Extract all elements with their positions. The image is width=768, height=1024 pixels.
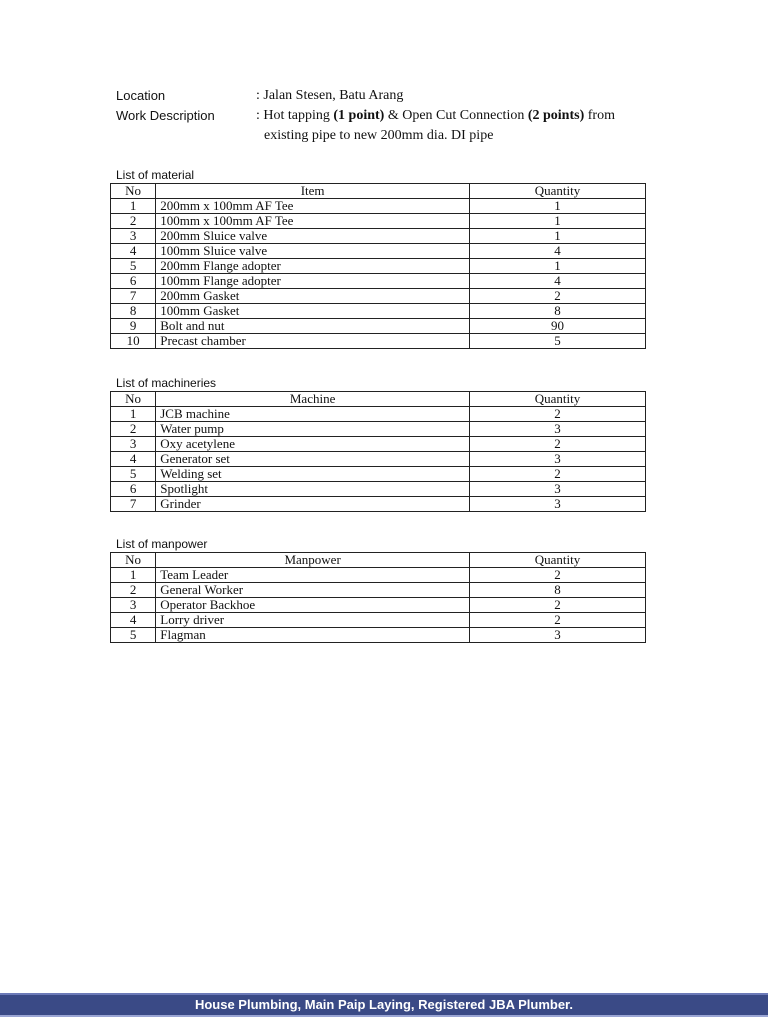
row-quantity: 4 [470, 274, 646, 289]
row-item: Flagman [156, 628, 470, 643]
work-description-label: Work Description [116, 108, 215, 123]
row-quantity: 3 [470, 497, 646, 512]
row-number: 7 [111, 289, 156, 304]
row-number: 9 [111, 319, 156, 334]
location-row [116, 86, 676, 106]
table-header-row [111, 392, 646, 407]
row-number: 3 [111, 598, 156, 613]
header-no: No [111, 184, 156, 199]
row-quantity: 8 [470, 304, 646, 319]
row-number: 5 [111, 467, 156, 482]
header-quantity: Quantity [470, 392, 646, 407]
table-row [111, 497, 646, 512]
row-item: 200mm Gasket [156, 289, 470, 304]
row-item: JCB machine [156, 407, 470, 422]
row-number: 6 [111, 274, 156, 289]
row-quantity: 8 [470, 583, 646, 598]
row-item: Precast chamber [156, 334, 470, 349]
table-row [111, 304, 646, 319]
row-quantity: 1 [470, 199, 646, 214]
row-number: 1 [111, 568, 156, 583]
row-number: 6 [111, 482, 156, 497]
row-number: 10 [111, 334, 156, 349]
table-row [111, 452, 646, 467]
table-row [111, 598, 646, 613]
location-value: : Jalan Stesen, Batu Arang [256, 88, 404, 103]
header-item: Manpower [156, 553, 470, 568]
work-suffix: from [584, 108, 615, 123]
machineries-table [110, 391, 646, 512]
table-row [111, 334, 646, 349]
manpower-section [110, 537, 646, 643]
table-row [111, 613, 646, 628]
row-number: 2 [111, 214, 156, 229]
work-bold-2: (2 points) [527, 108, 585, 123]
header-no: No [111, 392, 156, 407]
row-quantity: 2 [470, 568, 646, 583]
row-number: 4 [111, 244, 156, 259]
row-number: 1 [111, 199, 156, 214]
table-row [111, 482, 646, 497]
row-number: 5 [111, 259, 156, 274]
row-item: 100mm Flange adopter [156, 274, 470, 289]
row-number: 8 [111, 304, 156, 319]
table-row [111, 319, 646, 334]
work-description-row [116, 106, 676, 126]
row-number: 2 [111, 422, 156, 437]
row-quantity: 4 [470, 244, 646, 259]
row-quantity: 2 [470, 289, 646, 304]
header-no: No [111, 553, 156, 568]
table-row [111, 568, 646, 583]
row-item: 100mm x 100mm AF Tee [156, 214, 470, 229]
table-row [111, 274, 646, 289]
row-item: Spotlight [156, 482, 470, 497]
row-number: 4 [111, 613, 156, 628]
header-item: Item [156, 184, 470, 199]
table-row [111, 437, 646, 452]
materials-caption: List of material [116, 168, 195, 182]
location-label: Location [116, 88, 166, 103]
row-quantity: 3 [470, 422, 646, 437]
table-header-row [111, 184, 646, 199]
row-quantity: 2 [470, 598, 646, 613]
row-quantity: 1 [470, 214, 646, 229]
row-quantity: 2 [470, 613, 646, 628]
row-item: 100mm Gasket [156, 304, 470, 319]
row-quantity: 3 [470, 482, 646, 497]
row-item: General Worker [156, 583, 470, 598]
row-quantity: 3 [470, 452, 646, 467]
row-number: 7 [111, 497, 156, 512]
manpower-caption: List of manpower [116, 537, 208, 551]
work-description-line-2: existing pipe to new 200mm dia. DI pipe [264, 128, 494, 143]
header-quantity: Quantity [470, 184, 646, 199]
row-number: 4 [111, 452, 156, 467]
row-quantity: 3 [470, 628, 646, 643]
table-row [111, 214, 646, 229]
row-number: 3 [111, 437, 156, 452]
table-row [111, 467, 646, 482]
row-item: Grinder [156, 497, 470, 512]
table-row [111, 229, 646, 244]
materials-section [110, 168, 646, 349]
row-item: Bolt and nut [156, 319, 470, 334]
row-item: 200mm Sluice valve [156, 229, 470, 244]
row-item: 200mm Flange adopter [156, 259, 470, 274]
row-item: Lorry driver [156, 613, 470, 628]
row-item: Generator set [156, 452, 470, 467]
document-header [116, 86, 676, 146]
footer-banner: House Plumbing, Main Paip Laying, Registered JBA Plumber. [0, 993, 768, 1017]
table-header-row [111, 553, 646, 568]
row-quantity: 1 [470, 229, 646, 244]
row-item: Oxy acetylene [156, 437, 470, 452]
work-bold-1: (1 point) [333, 108, 385, 123]
row-item: Operator Backhoe [156, 598, 470, 613]
table-row [111, 422, 646, 437]
row-number: 1 [111, 407, 156, 422]
row-number: 5 [111, 628, 156, 643]
row-quantity: 2 [470, 467, 646, 482]
row-quantity: 5 [470, 334, 646, 349]
row-quantity: 2 [470, 437, 646, 452]
row-number: 2 [111, 583, 156, 598]
header-item: Machine [156, 392, 470, 407]
table-row [111, 244, 646, 259]
row-quantity: 2 [470, 407, 646, 422]
row-number: 3 [111, 229, 156, 244]
row-item: Welding set [156, 467, 470, 482]
table-row [111, 199, 646, 214]
row-quantity: 90 [470, 319, 646, 334]
table-row [111, 407, 646, 422]
row-item: 100mm Sluice valve [156, 244, 470, 259]
header-quantity: Quantity [470, 553, 646, 568]
row-quantity: 1 [470, 259, 646, 274]
machineries-section [110, 376, 646, 512]
row-item: Water pump [156, 422, 470, 437]
row-item: 200mm x 100mm AF Tee [156, 199, 470, 214]
work-description-value [254, 106, 676, 126]
work-prefix: : Hot tapping [256, 108, 334, 123]
table-row [111, 628, 646, 643]
table-row [111, 583, 646, 598]
table-row [111, 289, 646, 304]
work-mid: & Open Cut Connection [384, 108, 528, 123]
materials-table [110, 183, 646, 349]
row-item: Team Leader [156, 568, 470, 583]
table-row [111, 259, 646, 274]
machineries-caption: List of machineries [116, 376, 217, 390]
manpower-table [110, 552, 646, 643]
